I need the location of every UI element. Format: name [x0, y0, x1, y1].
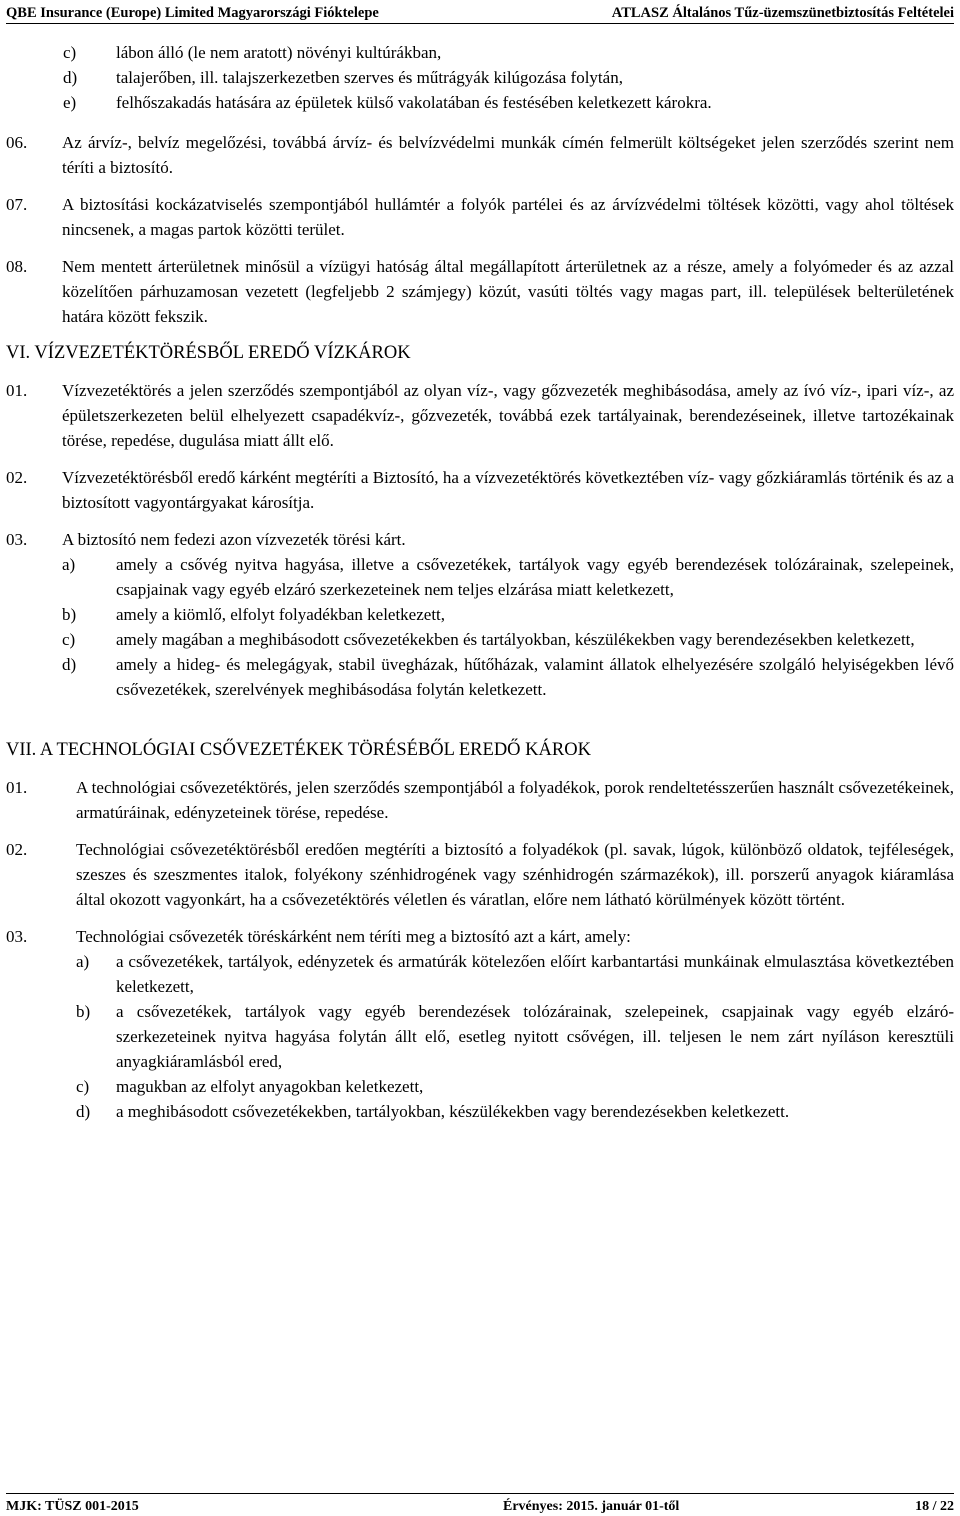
list-item [62, 652, 954, 702]
list-item [6, 90, 954, 115]
list-item-text: felhőszakadás hatására az épületek külső vakolatában és festésében keletkezett károkra. [116, 93, 712, 112]
paragraph-text: Technológiai csővezetéktörésből eredően megtéríti a biztosító a folyadékok (pl. savak, lúgok, különböző oldatok, tejféleségek, szeszes és szeszmentes italok, folyékony szénhidrogének vagy szénhidrogén származékok), ill. porszerű anyagok kiáramlása által okozott vagyonkárt, ha a csővezetéktörés véletlen és váratlan, előre nem látható körülmények között történt. [76, 840, 954, 909]
list-item [76, 999, 954, 1074]
paragraph-text: Vízvezetéktörésből eredő kárként megtéríti a Biztosító, ha a vízvezetéktörés következtében víz- vagy gőzkiáramlás történik és az a biztosított vagyontárgyakat károsítja. [62, 468, 954, 512]
section-vii-paragraph-01 [6, 775, 954, 825]
paragraph-07 [6, 192, 954, 242]
paragraph-number: 06. [6, 133, 28, 152]
list-item-text: magukban az elfolyt anyagokban keletkezett, [116, 1077, 424, 1096]
section-vii-paragraph-02 [6, 837, 954, 912]
paragraph-number: 08. [6, 257, 28, 276]
paragraph-text: Technológiai csővezeték töréskárként nem téríti meg a biztosító azt a kárt, amely: [76, 927, 631, 946]
list-item-text: a csővezetékek, tartályok vagy egyéb berendezések tolózárainak, szelepeinek, csapjainak vagy egyéb elzáró-szerkezeteinek nyitva hagyása folytán állt elő, esetleg nyitott csővégen, ill. teljesen le nem zárt nyíláson keresztüli anyagkiáramlásból ered, [116, 1002, 954, 1071]
paragraph-06 [6, 130, 954, 180]
footer-document-code: MJK: TÜSZ 001-2015 [6, 1499, 139, 1514]
paragraph-text: Az árvíz-, belvíz megelőzési, továbbá árvíz- és belvízvédelmi munkák címén felmerült költségeket jelen szerződés szerint nem téríti a biztosító. [62, 133, 954, 177]
list-item-text: amely a kiömlő, elfolyt folyadékban keletkezett, [116, 605, 446, 624]
list-item-label: b) [76, 1002, 91, 1021]
list-item-text: amely magában a meghibásodott csővezetékekben és tartályokban, készülékekben vagy berendezésekben keletkezett, [116, 630, 915, 649]
paragraph-number: 03. [6, 530, 28, 549]
list-item-label: c) [76, 1077, 90, 1096]
paragraph-text: A technológiai csővezetéktörés, jelen szerződés szempontjából a folyadékok, porok rendeltetésszerűen használt csővezetékeinek, armatúráinak, edényzeteinek törése, repedése. [76, 778, 954, 822]
header-company: QBE Insurance (Europe) Limited Magyarországi Fióktelepe [6, 5, 379, 21]
footer-valid-from: Érvényes: 2015. január 01-től [503, 1499, 680, 1514]
paragraph-08 [6, 254, 954, 329]
paragraph-number: 01. [6, 381, 28, 400]
list-item-label: a) [62, 555, 76, 574]
list-item-label: d) [63, 68, 78, 87]
list-item [76, 1074, 954, 1099]
footer-page-number: 18 / 22 [915, 1499, 954, 1514]
list-item [6, 40, 954, 65]
list-item [62, 552, 954, 602]
paragraph-number: 01. [6, 778, 28, 797]
section-vi-paragraph-02 [6, 465, 954, 515]
section-heading-vi: VI. VÍZVEZETÉKTÖRÉSBŐL EREDŐ VÍZKÁROK [6, 343, 411, 363]
page-footer [6, 1493, 954, 1516]
list-item-label: d) [62, 655, 77, 674]
list-item [76, 949, 954, 999]
list-item-text: lábon álló (le nem aratott) növényi kultúrákban, [116, 43, 442, 62]
document-body [6, 40, 954, 1124]
paragraph-text: Nem mentett árterületnek minősül a vízügyi hatóság által megállapított árterületnek az a része, amely a folyómeder és az azzal közelítően párhuzamosan vezetett (legfeljebb 2 számjegy) közút, vasúti töltés vagy magas part, ill. települések belterületének határa között fekszik. [62, 257, 954, 326]
paragraph-number: 07. [6, 195, 28, 214]
list-item [62, 627, 954, 652]
section-vi-paragraph-03 [6, 527, 954, 702]
page-header [6, 3, 954, 24]
list-item-label: a) [76, 952, 90, 971]
paragraph-text: A biztosító nem fedezi azon vízvezeték törési kárt. [62, 530, 406, 549]
list-item-label: b) [62, 605, 77, 624]
list-item-text: amely a csővég nyitva hagyása, illetve a csővezetékek, tartályok vagy egyéb berendezések tolózárainak, szelepeinek, csapjainak vagy egyéb elzáró szerkezeteinek nem teljes elzárása miatt keletkezett, [116, 555, 954, 599]
paragraph-number: 03. [6, 927, 28, 946]
paragraph-text: A biztosítási kockázatviselés szempontjából hullámtér a folyók partélei és az árvízvédelmi töltések közötti, vagy ahol töltések nincsenek, a magas partok közötti terület. [62, 195, 954, 239]
list-item [6, 65, 954, 90]
list-item-text: talajerőben, ill. talajszerkezetben szerves és műtrágyák kilúgozása folytán, [116, 68, 623, 87]
paragraph-number: 02. [6, 468, 28, 487]
section-vi-paragraph-01 [6, 378, 954, 453]
paragraph-text: Vízvezetéktörés a jelen szerződés szempontjából az olyan víz-, vagy gőzvezeték meghibásodása, amely az ívó víz-, ipari víz-, az épületszerkezeten belül elhelyezett csapadékvíz-, gőzvezeték, továbbá ezek tartályainak, berendezéseinek, illetve tartozékainak törése, repedése, dugulása miatt állt elő. [62, 381, 954, 450]
section-vii-paragraph-03 [6, 924, 954, 1124]
list-item-text: amely a hideg- és melegágyak, stabil üvegházak, hűtőházak, valamint állatok elhelyezésére szolgáló helyiségekben lévő csővezetékek, szerelvények meghibásodása folytán keletkezett. [116, 655, 954, 699]
paragraph-number: 02. [6, 840, 28, 859]
list-item-text: a csővezetékek, tartályok, edényzetek és armatúrák kötelezően előírt karbantartási munkáinak elmulasztása következtében keletkezett, [116, 952, 954, 996]
section-heading-vii: VII. A TECHNOLÓGIAI CSŐVEZETÉKEK TÖRÉSÉBŐL EREDŐ KÁROK [6, 740, 591, 760]
header-document-title: ATLASZ Általános Tűz-üzemszünetbiztosítás Feltételei [611, 5, 954, 21]
list-item-label: d) [76, 1102, 91, 1121]
list-item [62, 602, 954, 627]
list-item-label: c) [63, 43, 77, 62]
list-item-text: a meghibásodott csővezetékekben, tartályokban, készülékekben vagy berendezésekben keletkezett. [116, 1102, 790, 1121]
list-item-label: e) [63, 93, 77, 112]
list-item-label: c) [62, 630, 76, 649]
list-item [76, 1099, 954, 1124]
